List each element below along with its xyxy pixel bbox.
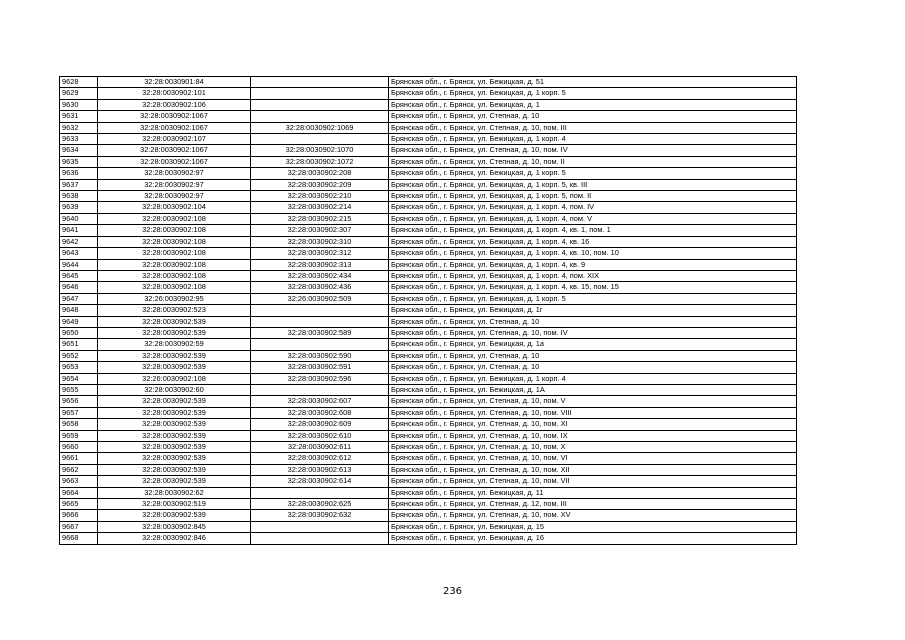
row-number-cell: 9636 xyxy=(60,168,98,179)
parcel-cadastral-cell: 32:28:0030902:62 xyxy=(98,487,251,498)
row-number-cell: 9648 xyxy=(60,305,98,316)
address-cell: Брянская обл., г. Брянск, ул. Бежицкая, д. 1 корп. 4, кв. 1, пом. 1 xyxy=(389,225,797,236)
parcel-cadastral-cell: 32:28:0030902:101 xyxy=(98,88,251,99)
table-row xyxy=(60,145,797,156)
parcel-cadastral-cell: 32:28:0030902:1067 xyxy=(98,122,251,133)
row-number-cell: 9659 xyxy=(60,430,98,441)
table-row xyxy=(60,122,797,133)
row-number-cell: 9652 xyxy=(60,350,98,361)
parcel-cadastral-cell: 32:28:0030902:539 xyxy=(98,476,251,487)
registry-table xyxy=(59,76,797,545)
parcel-cadastral-cell: 32:28:0030902:539 xyxy=(98,464,251,475)
object-cadastral-cell: 32:28:0030902:611 xyxy=(251,442,389,453)
address-cell: Брянская обл., г. Брянск, ул. Бежицкая, д. 1 корп. 4, пом. IV xyxy=(389,202,797,213)
parcel-cadastral-cell: 32:28:0030902:97 xyxy=(98,168,251,179)
table-row xyxy=(60,499,797,510)
table-row xyxy=(60,373,797,384)
address-cell: Брянская обл., г. Брянск, ул. Степная, д. 10, пом. X xyxy=(389,442,797,453)
parcel-cadastral-cell: 32:28:0030902:539 xyxy=(98,396,251,407)
row-number-cell: 9634 xyxy=(60,145,98,156)
parcel-cadastral-cell: 32:28:0030902:539 xyxy=(98,430,251,441)
row-number-cell: 9668 xyxy=(60,533,98,544)
object-cadastral-cell: 32:28:0030902:589 xyxy=(251,327,389,338)
parcel-cadastral-cell: 32:28:0030902:539 xyxy=(98,327,251,338)
page-number: 236 xyxy=(442,586,463,597)
row-number-cell: 9630 xyxy=(60,99,98,110)
table-row xyxy=(60,236,797,247)
row-number-cell: 9628 xyxy=(60,77,98,88)
table-row xyxy=(60,191,797,202)
address-cell: Брянская обл., г. Брянск, ул. Бежицкая, д. 16 xyxy=(389,533,797,544)
row-number-cell: 9641 xyxy=(60,225,98,236)
address-cell: Брянская обл., г. Брянск, ул. Степная, д. 10, пом. V xyxy=(389,396,797,407)
object-cadastral-cell: 32:28:0030902:307 xyxy=(251,225,389,236)
row-number-cell: 9667 xyxy=(60,521,98,532)
row-number-cell: 9651 xyxy=(60,339,98,350)
parcel-cadastral-cell: 32:28:0030902:108 xyxy=(98,248,251,259)
address-cell: Брянская обл., г. Брянск, ул. Степная, д. 10, пом. XII xyxy=(389,464,797,475)
table-row xyxy=(60,453,797,464)
table-row xyxy=(60,419,797,430)
address-cell: Брянская обл., г. Брянск, ул. Бежицкая, д. 11 xyxy=(389,487,797,498)
row-number-cell: 9666 xyxy=(60,510,98,521)
table-row xyxy=(60,521,797,532)
table-row xyxy=(60,350,797,361)
address-cell: Брянская обл., г. Брянск, ул. Бежицкая, д. 1 корп. 4 xyxy=(389,373,797,384)
row-number-cell: 9661 xyxy=(60,453,98,464)
object-cadastral-cell: 32:28:0030902:614 xyxy=(251,476,389,487)
parcel-cadastral-cell: 32:28:0030902:104 xyxy=(98,202,251,213)
object-cadastral-cell: 32:28:0030902:610 xyxy=(251,430,389,441)
address-cell: Брянская обл., г. Брянск, ул. Бежицкая, д. 1 корп. 5, пом. II xyxy=(389,191,797,202)
row-number-cell: 9633 xyxy=(60,134,98,145)
object-cadastral-cell: 32:28:0030902:214 xyxy=(251,202,389,213)
address-cell: Брянская обл., г. Брянск, ул. Бежицкая, д. 1 корп. 4, кв. 10, пом. 10 xyxy=(389,248,797,259)
address-cell: Брянская обл., г. Брянск, ул. Бежицкая, д. 1 корп. 5, кв. III xyxy=(389,179,797,190)
object-cadastral-cell: 32:28:0030902:613 xyxy=(251,464,389,475)
table-row xyxy=(60,111,797,122)
parcel-cadastral-cell: 32:28:0030902:1067 xyxy=(98,145,251,156)
address-cell: Брянская обл., г. Брянск, ул. Бежицкая, д. 1 корп. 4, пом. XIX xyxy=(389,270,797,281)
parcel-cadastral-cell: 32:28:0030901:84 xyxy=(98,77,251,88)
table-row xyxy=(60,362,797,373)
parcel-cadastral-cell: 32:26:0030902:108 xyxy=(98,373,251,384)
parcel-cadastral-cell: 32:28:0030902:539 xyxy=(98,350,251,361)
parcel-cadastral-cell: 32:26:0030902:95 xyxy=(98,293,251,304)
table-row xyxy=(60,396,797,407)
table-row xyxy=(60,384,797,395)
parcel-cadastral-cell: 32:28:0030902:519 xyxy=(98,499,251,510)
object-cadastral-cell: 32:28:0030902:596 xyxy=(251,373,389,384)
row-number-cell: 9642 xyxy=(60,236,98,247)
address-cell: Брянская обл., г. Брянск, ул. Бежицкая, д. 1А xyxy=(389,384,797,395)
row-number-cell: 9655 xyxy=(60,384,98,395)
row-number-cell: 9664 xyxy=(60,487,98,498)
table-row xyxy=(60,213,797,224)
object-cadastral-cell: 32:28:0030902:313 xyxy=(251,259,389,270)
table-row xyxy=(60,407,797,418)
row-number-cell: 9654 xyxy=(60,373,98,384)
table-row xyxy=(60,487,797,498)
object-cadastral-cell xyxy=(251,339,389,350)
row-number-cell: 9653 xyxy=(60,362,98,373)
address-cell: Брянская обл., г. Брянск, ул. Степная, д. 10, пом. II xyxy=(389,156,797,167)
parcel-cadastral-cell: 32:28:0030902:523 xyxy=(98,305,251,316)
object-cadastral-cell: 32:28:0030902:208 xyxy=(251,168,389,179)
address-cell: Брянская обл., г. Брянск, ул. Степная, д. 10, пом. XV xyxy=(389,510,797,521)
row-number-cell: 9649 xyxy=(60,316,98,327)
address-cell: Брянская обл., г. Брянск, ул. Бежицкая, д. 1 корп. 4 xyxy=(389,134,797,145)
table-row xyxy=(60,442,797,453)
parcel-cadastral-cell: 32:28:0030902:539 xyxy=(98,362,251,373)
object-cadastral-cell: 32:28:0030902:215 xyxy=(251,213,389,224)
parcel-cadastral-cell: 32:28:0030902:846 xyxy=(98,533,251,544)
table-row xyxy=(60,99,797,110)
row-number-cell: 9647 xyxy=(60,293,98,304)
object-cadastral-cell: 32:28:0030902:591 xyxy=(251,362,389,373)
address-cell: Брянская обл., г. Брянск, ул. Степная, д. 10, пом. IV xyxy=(389,327,797,338)
table-row xyxy=(60,305,797,316)
object-cadastral-cell: 32:28:0030902:607 xyxy=(251,396,389,407)
parcel-cadastral-cell: 32:28:0030902:97 xyxy=(98,191,251,202)
object-cadastral-cell xyxy=(251,99,389,110)
parcel-cadastral-cell: 32:28:0030902:108 xyxy=(98,213,251,224)
table-row xyxy=(60,430,797,441)
table-row xyxy=(60,510,797,521)
table-row xyxy=(60,88,797,99)
table-row xyxy=(60,225,797,236)
object-cadastral-cell: 32:28:0030902:590 xyxy=(251,350,389,361)
table-row xyxy=(60,259,797,270)
row-number-cell: 9629 xyxy=(60,88,98,99)
table-row xyxy=(60,339,797,350)
address-cell: Брянская обл., г. Брянск, ул. Бежицкая, д. 1 корп. 5 xyxy=(389,88,797,99)
address-cell: Брянская обл., г. Брянск, ул. Бежицкая, д. 15 xyxy=(389,521,797,532)
row-number-cell: 9660 xyxy=(60,442,98,453)
object-cadastral-cell xyxy=(251,487,389,498)
object-cadastral-cell: 32:28:0030902:608 xyxy=(251,407,389,418)
parcel-cadastral-cell: 32:28:0030902:60 xyxy=(98,384,251,395)
parcel-cadastral-cell: 32:28:0030902:107 xyxy=(98,134,251,145)
row-number-cell: 9632 xyxy=(60,122,98,133)
address-cell: Брянская обл., г. Брянск, ул. Степная, д. 10, пом. IV xyxy=(389,145,797,156)
parcel-cadastral-cell: 32:28:0030902:539 xyxy=(98,316,251,327)
object-cadastral-cell: 32:28:0030902:632 xyxy=(251,510,389,521)
row-number-cell: 9637 xyxy=(60,179,98,190)
parcel-cadastral-cell: 32:28:0030902:539 xyxy=(98,442,251,453)
table-row xyxy=(60,476,797,487)
parcel-cadastral-cell: 32:28:0030902:59 xyxy=(98,339,251,350)
parcel-cadastral-cell: 32:28:0030902:539 xyxy=(98,510,251,521)
parcel-cadastral-cell: 32:28:0030902:108 xyxy=(98,270,251,281)
address-cell: Брянская обл., г. Брянск, ул. Степная, д. 10, пом. III xyxy=(389,122,797,133)
address-cell: Брянская обл., г. Брянск, ул. Бежицкая, д. 1 корп. 4, кв. 9 xyxy=(389,259,797,270)
table-row xyxy=(60,156,797,167)
object-cadastral-cell: 32:26:0030902:509 xyxy=(251,293,389,304)
object-cadastral-cell xyxy=(251,88,389,99)
object-cadastral-cell: 32:28:0030902:434 xyxy=(251,270,389,281)
object-cadastral-cell xyxy=(251,77,389,88)
address-cell: Брянская обл., г. Брянск, ул. Бежицкая, д. 1 корп. 4, кв. 16 xyxy=(389,236,797,247)
parcel-cadastral-cell: 32:28:0030902:97 xyxy=(98,179,251,190)
object-cadastral-cell: 32:28:0030902:1070 xyxy=(251,145,389,156)
address-cell: Брянская обл., г. Брянск, ул. Бежицкая, д. 1 корп. 5 xyxy=(389,168,797,179)
row-number-cell: 9631 xyxy=(60,111,98,122)
object-cadastral-cell: 32:28:0030902:436 xyxy=(251,282,389,293)
object-cadastral-cell: 32:28:0030902:310 xyxy=(251,236,389,247)
table-row xyxy=(60,248,797,259)
row-number-cell: 9644 xyxy=(60,259,98,270)
object-cadastral-cell: 32:28:0030902:209 xyxy=(251,179,389,190)
address-cell: Брянская обл., г. Брянск, ул. Степная, д. 10, пом. VII xyxy=(389,476,797,487)
row-number-cell: 9657 xyxy=(60,407,98,418)
object-cadastral-cell: 32:28:0030902:1072 xyxy=(251,156,389,167)
row-number-cell: 9663 xyxy=(60,476,98,487)
table-row xyxy=(60,179,797,190)
address-cell: Брянская обл., г. Брянск, ул. Бежицкая, д. 1а xyxy=(389,339,797,350)
address-cell: Брянская обл., г. Брянск, ул. Степная, д. 10 xyxy=(389,111,797,122)
registry-table-body xyxy=(60,77,797,545)
table-row xyxy=(60,168,797,179)
address-cell: Брянская обл., г. Брянск, ул. Степная, д. 10, пом. IX xyxy=(389,430,797,441)
row-number-cell: 9656 xyxy=(60,396,98,407)
table-row xyxy=(60,464,797,475)
address-cell: Брянская обл., г. Брянск, ул. Степная, д. 10 xyxy=(389,350,797,361)
object-cadastral-cell xyxy=(251,384,389,395)
parcel-cadastral-cell: 32:28:0030902:108 xyxy=(98,236,251,247)
parcel-cadastral-cell: 32:28:0030902:108 xyxy=(98,259,251,270)
table-row xyxy=(60,134,797,145)
object-cadastral-cell: 32:28:0030902:612 xyxy=(251,453,389,464)
object-cadastral-cell: 32:28:0030902:1069 xyxy=(251,122,389,133)
address-cell: Брянская обл., г. Брянск, ул. Степная, д. 10 xyxy=(389,316,797,327)
object-cadastral-cell: 32:28:0030902:210 xyxy=(251,191,389,202)
table-row xyxy=(60,533,797,544)
parcel-cadastral-cell: 32:28:0030902:1067 xyxy=(98,111,251,122)
row-number-cell: 9638 xyxy=(60,191,98,202)
row-number-cell: 9643 xyxy=(60,248,98,259)
address-cell: Брянская обл., г. Брянск, ул. Степная, д. 10 xyxy=(389,362,797,373)
row-number-cell: 9662 xyxy=(60,464,98,475)
table-row xyxy=(60,202,797,213)
row-number-cell: 9646 xyxy=(60,282,98,293)
object-cadastral-cell xyxy=(251,134,389,145)
table-row xyxy=(60,270,797,281)
row-number-cell: 9650 xyxy=(60,327,98,338)
row-number-cell: 9665 xyxy=(60,499,98,510)
address-cell: Брянская обл., г. Брянск, ул. Степная, д. 10, пом. VI xyxy=(389,453,797,464)
address-cell: Брянская обл., г. Брянск, ул. Бежицкая, д. 1 корп. 5 xyxy=(389,293,797,304)
parcel-cadastral-cell: 32:28:0030902:539 xyxy=(98,407,251,418)
table-row xyxy=(60,327,797,338)
row-number-cell: 9640 xyxy=(60,213,98,224)
object-cadastral-cell xyxy=(251,305,389,316)
object-cadastral-cell xyxy=(251,521,389,532)
object-cadastral-cell xyxy=(251,111,389,122)
object-cadastral-cell: 32:28:0030902:625 xyxy=(251,499,389,510)
table-row xyxy=(60,282,797,293)
address-cell: Брянская обл., г. Брянск, ул. Бежицкая, д. 51 xyxy=(389,77,797,88)
row-number-cell: 9658 xyxy=(60,419,98,430)
address-cell: Брянская обл., г. Брянск, ул. Бежицкая, д. 1 корп. 4, кв. 15, пом. 15 xyxy=(389,282,797,293)
parcel-cadastral-cell: 32:28:0030902:539 xyxy=(98,453,251,464)
parcel-cadastral-cell: 32:28:0030902:539 xyxy=(98,419,251,430)
object-cadastral-cell xyxy=(251,316,389,327)
parcel-cadastral-cell: 32:28:0030902:108 xyxy=(98,225,251,236)
table-row xyxy=(60,316,797,327)
table-row xyxy=(60,293,797,304)
parcel-cadastral-cell: 32:28:0030902:845 xyxy=(98,521,251,532)
row-number-cell: 9635 xyxy=(60,156,98,167)
object-cadastral-cell: 32:28:0030902:312 xyxy=(251,248,389,259)
object-cadastral-cell: 32:28:0030902:609 xyxy=(251,419,389,430)
address-cell: Брянская обл., г. Брянск, ул. Бежицкая, д. 1 корп. 4, пом. V xyxy=(389,213,797,224)
row-number-cell: 9639 xyxy=(60,202,98,213)
address-cell: Брянская обл., г. Брянск, ул. Бежицкая, д. 1 xyxy=(389,99,797,110)
address-cell: Брянская обл., г. Брянск, ул. Бежицкая, д. 1г xyxy=(389,305,797,316)
parcel-cadastral-cell: 32:28:0030902:108 xyxy=(98,282,251,293)
row-number-cell: 9645 xyxy=(60,270,98,281)
address-cell: Брянская обл., г. Брянск, ул. Степная, д. 10, пом. XI xyxy=(389,419,797,430)
parcel-cadastral-cell: 32:28:0030902:106 xyxy=(98,99,251,110)
object-cadastral-cell xyxy=(251,533,389,544)
address-cell: Брянская обл., г. Брянск, ул. Степная, д. 12, пом. III xyxy=(389,499,797,510)
parcel-cadastral-cell: 32:28:0030902:1067 xyxy=(98,156,251,167)
table-row xyxy=(60,77,797,88)
address-cell: Брянская обл., г. Брянск, ул. Степная, д. 10, пом. VIII xyxy=(389,407,797,418)
